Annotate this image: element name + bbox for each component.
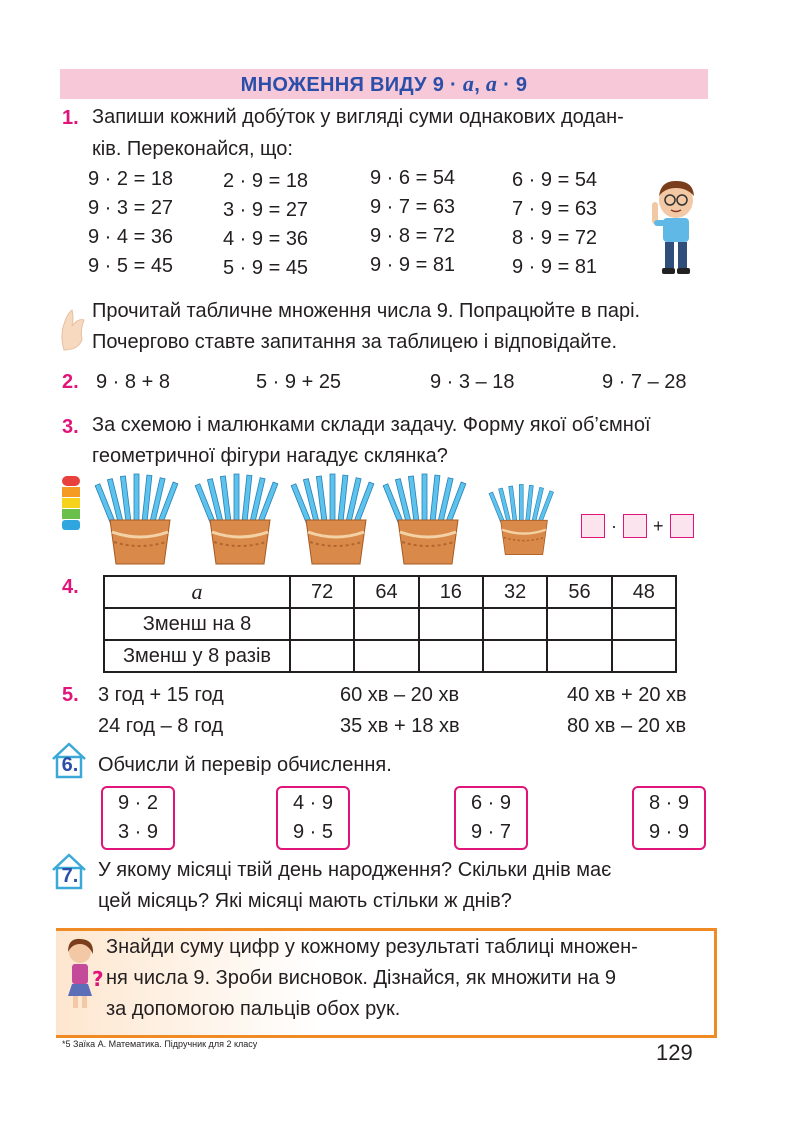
task2-expr: 9 · 7 – 28 bbox=[602, 371, 687, 393]
task4-table bbox=[103, 575, 677, 673]
table-cell: 48 bbox=[612, 576, 676, 608]
table-cell: 32 bbox=[483, 576, 547, 608]
table-cell: 16 bbox=[419, 576, 483, 608]
check-pair-box bbox=[454, 786, 528, 850]
check-pair-box bbox=[276, 786, 350, 850]
table-cell-empty[interactable] bbox=[612, 608, 676, 640]
table-row bbox=[104, 640, 676, 672]
table-cell-empty[interactable] bbox=[419, 608, 483, 640]
table-cell-empty[interactable] bbox=[354, 608, 418, 640]
equation: 7 · 9 = 63 bbox=[512, 198, 598, 220]
boy-illustration bbox=[645, 178, 707, 276]
table-cell-empty[interactable] bbox=[612, 640, 676, 672]
plus-sign: + bbox=[653, 515, 664, 536]
table-cell-empty[interactable] bbox=[483, 608, 547, 640]
task5-expr: 80 хв – 20 хв bbox=[567, 715, 687, 737]
task1-col3 bbox=[370, 164, 455, 280]
task5-expr: 24 год – 8 год bbox=[98, 715, 224, 737]
task2-number: 2. bbox=[62, 371, 79, 393]
task3-scheme bbox=[581, 514, 694, 538]
check-pair-box bbox=[101, 786, 175, 850]
pair-expr: 6 · 9 bbox=[470, 792, 512, 814]
task5-expr: 40 хв + 20 хв bbox=[567, 684, 687, 706]
check-pair-box bbox=[632, 786, 706, 850]
table-cell: 64 bbox=[354, 576, 418, 608]
table-cell-empty[interactable] bbox=[290, 608, 354, 640]
equation: 9 · 6 = 54 bbox=[370, 167, 456, 189]
table-cell-empty[interactable] bbox=[547, 640, 611, 672]
task1-line2: ків. Переконайся, що: bbox=[92, 138, 293, 160]
table-cell-empty[interactable] bbox=[290, 640, 354, 672]
equation: 9 · 3 = 27 bbox=[88, 197, 174, 219]
task2-expr: 9 · 8 + 8 bbox=[96, 371, 170, 393]
pair-expr: 9 · 9 bbox=[648, 821, 690, 843]
task1-col1 bbox=[88, 165, 173, 281]
bonus-line3: за допомогою пальців обох рук. bbox=[106, 998, 401, 1020]
task7-number: 7. bbox=[61, 865, 79, 887]
equation: 9 · 8 = 72 bbox=[370, 225, 456, 247]
pair-expr: 4 · 9 bbox=[292, 792, 334, 814]
equation: 9 · 9 = 81 bbox=[370, 254, 456, 276]
title-mid: , bbox=[474, 74, 486, 96]
pair-expr: 9 · 2 bbox=[117, 792, 159, 814]
task6-text: Обчисли й перевір обчислення. bbox=[98, 754, 392, 776]
equation: 3 · 9 = 27 bbox=[223, 199, 309, 221]
task4-number: 4. bbox=[62, 576, 79, 598]
equation: 4 · 9 = 36 bbox=[223, 228, 309, 250]
task5-expr: 3 год + 15 год bbox=[98, 684, 224, 706]
equation: 9 · 2 = 18 bbox=[88, 168, 174, 190]
title-var-a2: a bbox=[485, 71, 498, 96]
task6-number: 6. bbox=[61, 754, 79, 776]
table-cell-empty[interactable] bbox=[483, 640, 547, 672]
table-row-label: Зменш на 8 bbox=[104, 608, 290, 640]
hands-icon bbox=[58, 306, 88, 352]
task7-line2: цей місяць? Які місяці мають стільки ж днів? bbox=[98, 890, 512, 912]
title-suffix: · 9 bbox=[497, 74, 528, 96]
equation: 8 · 9 = 72 bbox=[512, 227, 598, 249]
task7-line1: У якому місяці твій день народження? Скільки днів має bbox=[98, 859, 612, 881]
bonus-line2: ня числа 9. Зроби висновок. Дізнайся, як множити на 9 bbox=[106, 967, 617, 989]
equation: 9 · 7 = 63 bbox=[370, 196, 456, 218]
svg-text:?: ? bbox=[92, 967, 104, 991]
title-prefix: МНОЖЕННЯ ВИДУ 9 · bbox=[240, 74, 463, 96]
table-cell-empty[interactable] bbox=[547, 608, 611, 640]
pair-expr: 9 · 5 bbox=[292, 821, 334, 843]
task5-expr: 60 хв – 20 хв bbox=[340, 684, 460, 706]
pair-expr: 3 · 9 bbox=[117, 821, 159, 843]
answer-box[interactable] bbox=[623, 514, 647, 538]
equation: 9 · 5 = 45 bbox=[88, 255, 174, 277]
task1-line1: Запиши кожний добу́ток у вигляді суми однакових додан- bbox=[92, 106, 624, 128]
bonus-line1: Знайди суму цифр у кожному результаті таблиці множен- bbox=[106, 936, 638, 958]
girl-question-illustration bbox=[62, 938, 102, 1010]
table-row-label: Зменш у 8 разів bbox=[104, 640, 290, 672]
task5-expr: 35 хв + 18 хв bbox=[340, 715, 460, 737]
table-cell: 56 bbox=[547, 576, 611, 608]
pair-line1: Прочитай табличне множення числа 9. Попрацюйте в парі. bbox=[92, 300, 641, 322]
table-cell-empty[interactable] bbox=[354, 640, 418, 672]
task1-number: 1. bbox=[62, 107, 79, 129]
pencil-cups-illustration bbox=[100, 476, 570, 568]
answer-box[interactable] bbox=[581, 514, 605, 538]
answer-box[interactable] bbox=[670, 514, 694, 538]
task1-col2 bbox=[223, 167, 308, 283]
table-cell-empty[interactable] bbox=[419, 640, 483, 672]
task5-number: 5. bbox=[62, 684, 79, 706]
table-header-var: a bbox=[104, 576, 290, 608]
table-row bbox=[104, 608, 676, 640]
equation: 6 · 9 = 54 bbox=[512, 169, 598, 191]
pair-expr: 8 · 9 bbox=[648, 792, 690, 814]
task2-expr: 9 · 3 – 18 bbox=[430, 371, 515, 393]
task3-number: 3. bbox=[62, 416, 79, 438]
task3-line1: За схемою і малюнками склади задачу. Форму якої об’ємної bbox=[92, 414, 651, 436]
equation: 9 · 4 = 36 bbox=[88, 226, 174, 248]
equation: 9 · 9 = 81 bbox=[512, 256, 598, 278]
page-title bbox=[60, 69, 708, 99]
footnote: *5 Заїка А. Математика. Підручник для 2 класу bbox=[62, 1039, 258, 1049]
difficulty-levels-icon bbox=[60, 476, 82, 532]
pair-expr: 9 · 7 bbox=[470, 821, 512, 843]
page-number: 129 bbox=[656, 1040, 693, 1065]
equation: 5 · 9 = 45 bbox=[223, 257, 309, 279]
table-cell: 72 bbox=[290, 576, 354, 608]
multiply-sign: · bbox=[611, 515, 617, 536]
task1-col4 bbox=[512, 166, 597, 282]
task3-line2: геометричної фігури нагадує склянка? bbox=[92, 445, 448, 467]
task2-expr: 5 · 9 + 25 bbox=[256, 371, 342, 393]
table-row bbox=[104, 576, 676, 608]
pair-line2: Почергово ставте запитання за таблицею і відповідайте. bbox=[92, 331, 618, 353]
title-var-a1: a bbox=[462, 71, 475, 96]
equation: 2 · 9 = 18 bbox=[223, 170, 309, 192]
